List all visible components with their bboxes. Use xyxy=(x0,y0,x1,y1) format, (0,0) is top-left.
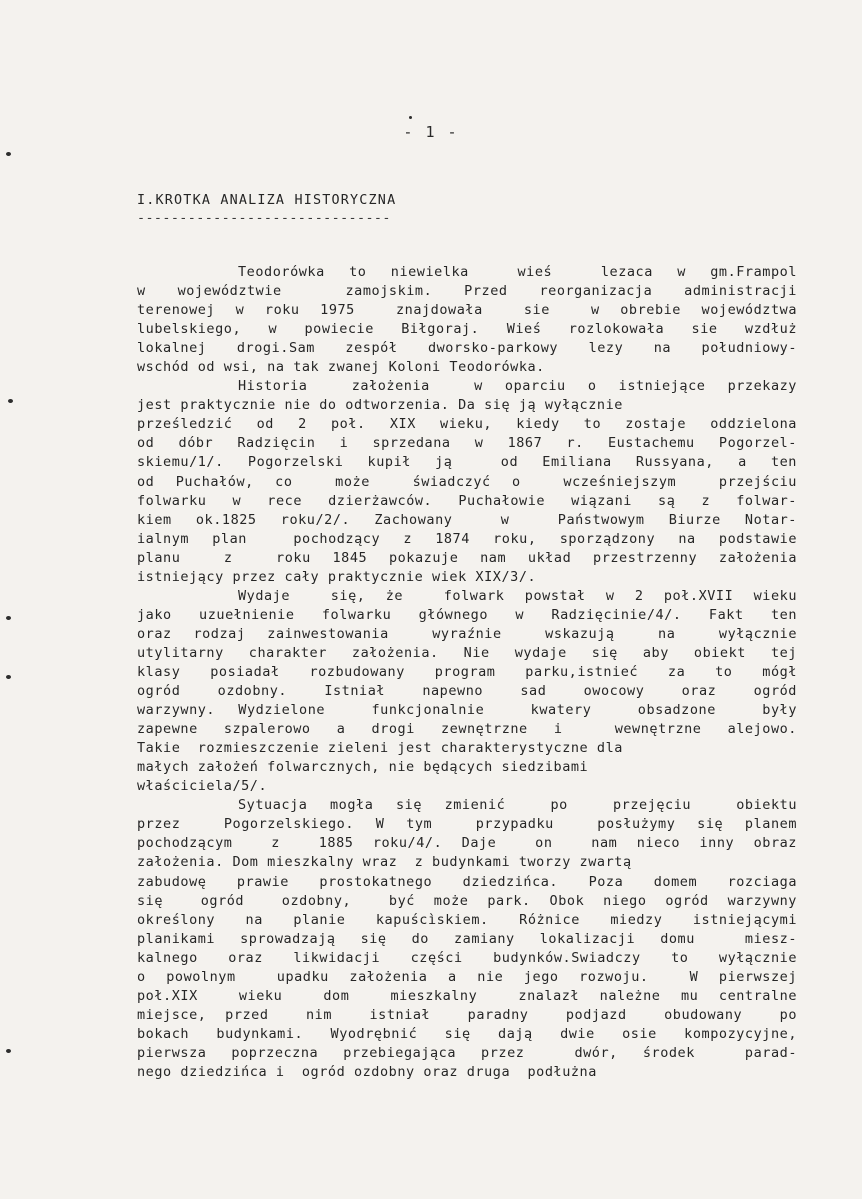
text-line: się ogród ozdobny, być może park. Obok niego ogród warzywny xyxy=(137,892,797,909)
text-line: przez Pogorzelskiego. W tym przypadku posłużymy się planem xyxy=(137,816,797,833)
page-number: - 1 - xyxy=(403,123,459,141)
text-line: planikami sprowadzają się do zamiany lokalizacji domu miesz- xyxy=(137,930,797,947)
text-line: jako uzuełnienie folwarku głównego w Radzięcinie/4/. Fakt ten xyxy=(137,606,797,623)
text-line: kiem ok.1825 roku/2/. Zachowany w Państwowym Biurze Notar- xyxy=(137,511,797,528)
text-line: założenia. Dom mieszkalny wraz z budynkami tworzy zwartą xyxy=(137,854,632,871)
text-line: określony na planie kapuścìskiem. Różnice miedzy istniejącymi xyxy=(137,911,797,928)
text-line: lubelskiego, w powiecie Biłgoraj. Wieś rozlokowała sie wzdłuż xyxy=(137,321,797,338)
heading-underline: ------------------------------ xyxy=(137,211,391,226)
text-line: klasy posiadał rozbudowany program parku,istnieć za to mógł xyxy=(137,663,797,680)
text-line: lokalnej drogi.Sam zespół dworsko-parkowy lezy na południowy- xyxy=(137,340,797,357)
text-line: właściciela/5/. xyxy=(137,778,268,795)
text-line: w województwie zamojskim. Przed reorganizacja administracji xyxy=(137,283,797,300)
margin-mark xyxy=(8,399,13,403)
text-line: planu z roku 1845 pokazuje nam układ przestrzenny założenia xyxy=(137,549,797,566)
text-line: o powolnym upadku założenia a nie jego rozwoju. W pierwszej xyxy=(137,968,797,985)
text-line: wschód od wsi, na tak zwanej Koloni Teodorówka. xyxy=(137,359,545,376)
text-line: Sytuacja mogła się zmienić po przejęciu obiektu xyxy=(238,797,797,814)
text-line: jest praktycznie nie do odtworzenia. Da się ją wyłącznie xyxy=(137,397,623,414)
text-line: miejsce, przed nim istniał paradny podjazd obudowany po xyxy=(137,1006,797,1023)
margin-mark xyxy=(6,675,11,679)
text-line: pochodzącym z 1885 roku/4/. Daje on nam nieco inny obraz xyxy=(137,835,797,852)
text-line: ialnym plan pochodzący z 1874 roku, sporządzony na podstawie xyxy=(137,530,797,547)
margin-mark xyxy=(409,116,412,119)
text-line: poł.XIX wieku dom mieszkalny znalazł należne mu centralne xyxy=(137,987,797,1004)
text-line: Takie rozmieszczenie zieleni jest charakterystyczne dla xyxy=(137,740,623,757)
text-line: od dóbr Radzięcin i sprzedana w 1867 r. Eustachemu Pogorzel- xyxy=(137,435,797,452)
text-line: prześledzić od 2 poł. XIX wieku, kiedy to zostaje oddzielona xyxy=(137,416,797,433)
text-line: warzywny. Wydzielone funkcjonalnie kwatery obsadzone były xyxy=(137,702,797,719)
text-line: zabudowę prawie prostokatnego dziedzińca. Poza domem rozciaga xyxy=(137,873,797,890)
text-line: folwarku w rece dzierżawców. Puchałowie wiązani są z folwar- xyxy=(137,492,797,509)
margin-mark xyxy=(6,152,11,156)
section-heading: I.KROTKA ANALIZA HISTORYCZNA xyxy=(137,193,397,208)
text-line: utylitarny charakter założenia. Nie wydaje się aby obiekt tej xyxy=(137,644,797,661)
text-line: Teodorówka to niewielka wieś lezaca w gm.Frampol xyxy=(238,264,797,280)
text-line: Wydaje się, że folwark powstał w 2 poł.XVII wieku xyxy=(238,587,797,604)
text-line: pierwsza poprzeczna przebiegająca przez dwór, środek parad- xyxy=(137,1044,797,1061)
text-line: istniejący przez cały praktycznie wiek XIX/3/. xyxy=(137,568,537,585)
text-line: skiemu/1/. Pogorzelski kupił ją od Emiliana Russyana, a ten xyxy=(137,454,797,471)
text-line: oraz rodzaj zainwestowania wyraźnie wskazują na wyłącznie xyxy=(137,625,797,642)
margin-mark xyxy=(6,1049,11,1053)
body-text xyxy=(137,263,797,1082)
text-line: zapewne szpalerowo a drogi zewnętrzne i wewnętrzne alejowo. xyxy=(137,721,797,738)
text-line: Historia założenia w oparciu o istniejące przekazy xyxy=(238,378,797,395)
margin-mark xyxy=(6,616,11,620)
text-line: bokach budynkami. Wyodrębnić się dają dwie osie kompozycyjne, xyxy=(137,1025,797,1042)
text-line: terenowej w roku 1975 znajdowała sie w obrebie województwa xyxy=(137,302,797,319)
text-line: kalnego oraz likwidacji części budynków.Swiadczy to wyłącznie xyxy=(137,949,797,966)
text-line: ogród ozdobny. Istniał napewno sad owocowy oraz ogród xyxy=(137,683,797,700)
text-line: nego dziedzińca i ogród ozdobny oraz druga podłużna xyxy=(137,1063,597,1080)
text-line: małych założeń folwarcznych, nie będących siedzibami xyxy=(137,759,589,776)
text-line: od Puchałów, co może świadczyć o wcześniejszym przejściu xyxy=(137,473,797,490)
